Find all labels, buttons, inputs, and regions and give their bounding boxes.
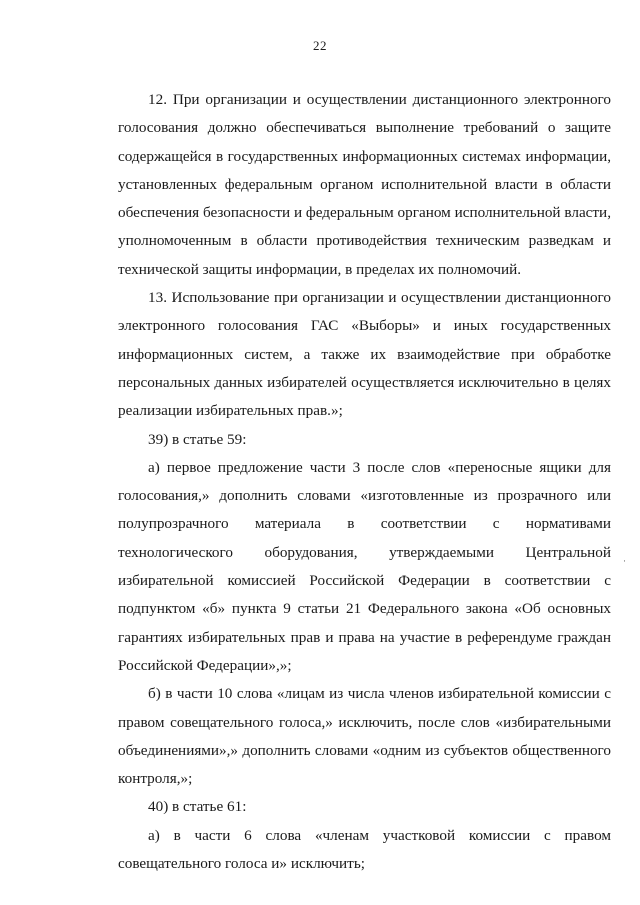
item-39-heading: 39) в статье 59: — [148, 430, 247, 448]
document-body — [118, 86, 611, 878]
page-number: 22 — [313, 38, 327, 53]
margin-mark: · — [623, 556, 626, 566]
item-39-a: а) первое предложение части 3 после слов «переносные ящики для голосования,» дополнить словами «изготовленные из прозрачного или полупрозрачного материала в соответствии с нормативами технологического оборудования, утверждаемыми Центральной избирательной комиссией Российской Федерации в соответствии с подпунктом «б» пункта 9 статьи 21 Федерального закона «Об основных гарантиях избирательных прав и права на участие в референдуме граждан Российской Федерации»,»; — [118, 458, 611, 674]
item-40-a: а) в части 6 слова «членам участковой комиссии с правом совещательного голоса и» исключить; — [118, 826, 611, 873]
item-39-b: б) в части 10 слова «лицам из числа членов избирательной комиссии с правом совещательного голоса,» исключить, после слов «избирательными объединениями»,» дополнить словами «одним из субъектов общественного контроля,»; — [118, 685, 611, 788]
paragraph-13: 13. Использование при организации и осуществлении дистанционного электронного голосования ГАС «Выборы» и иных государственных информационных систем, а также их взаимодействие при обработке персональных данных избирателей осуществляется исключительно в целях реализации избирательных прав.»; — [118, 289, 611, 420]
paragraph-12: 12. При организации и осуществлении дистанционного электронного голосования должно обеспечиваться выполнение требований о защите содержащейся в государственных информационных системах информации, установленных федеральным органом исполнительной власти в области обеспечения безопасности и федеральным органом исполнительной власти, уполномоченным в области противодействия техническим разведкам и технической защиты информации, в пределах их полномочий. — [118, 91, 611, 278]
item-40-heading: 40) в статье 61: — [148, 798, 247, 816]
